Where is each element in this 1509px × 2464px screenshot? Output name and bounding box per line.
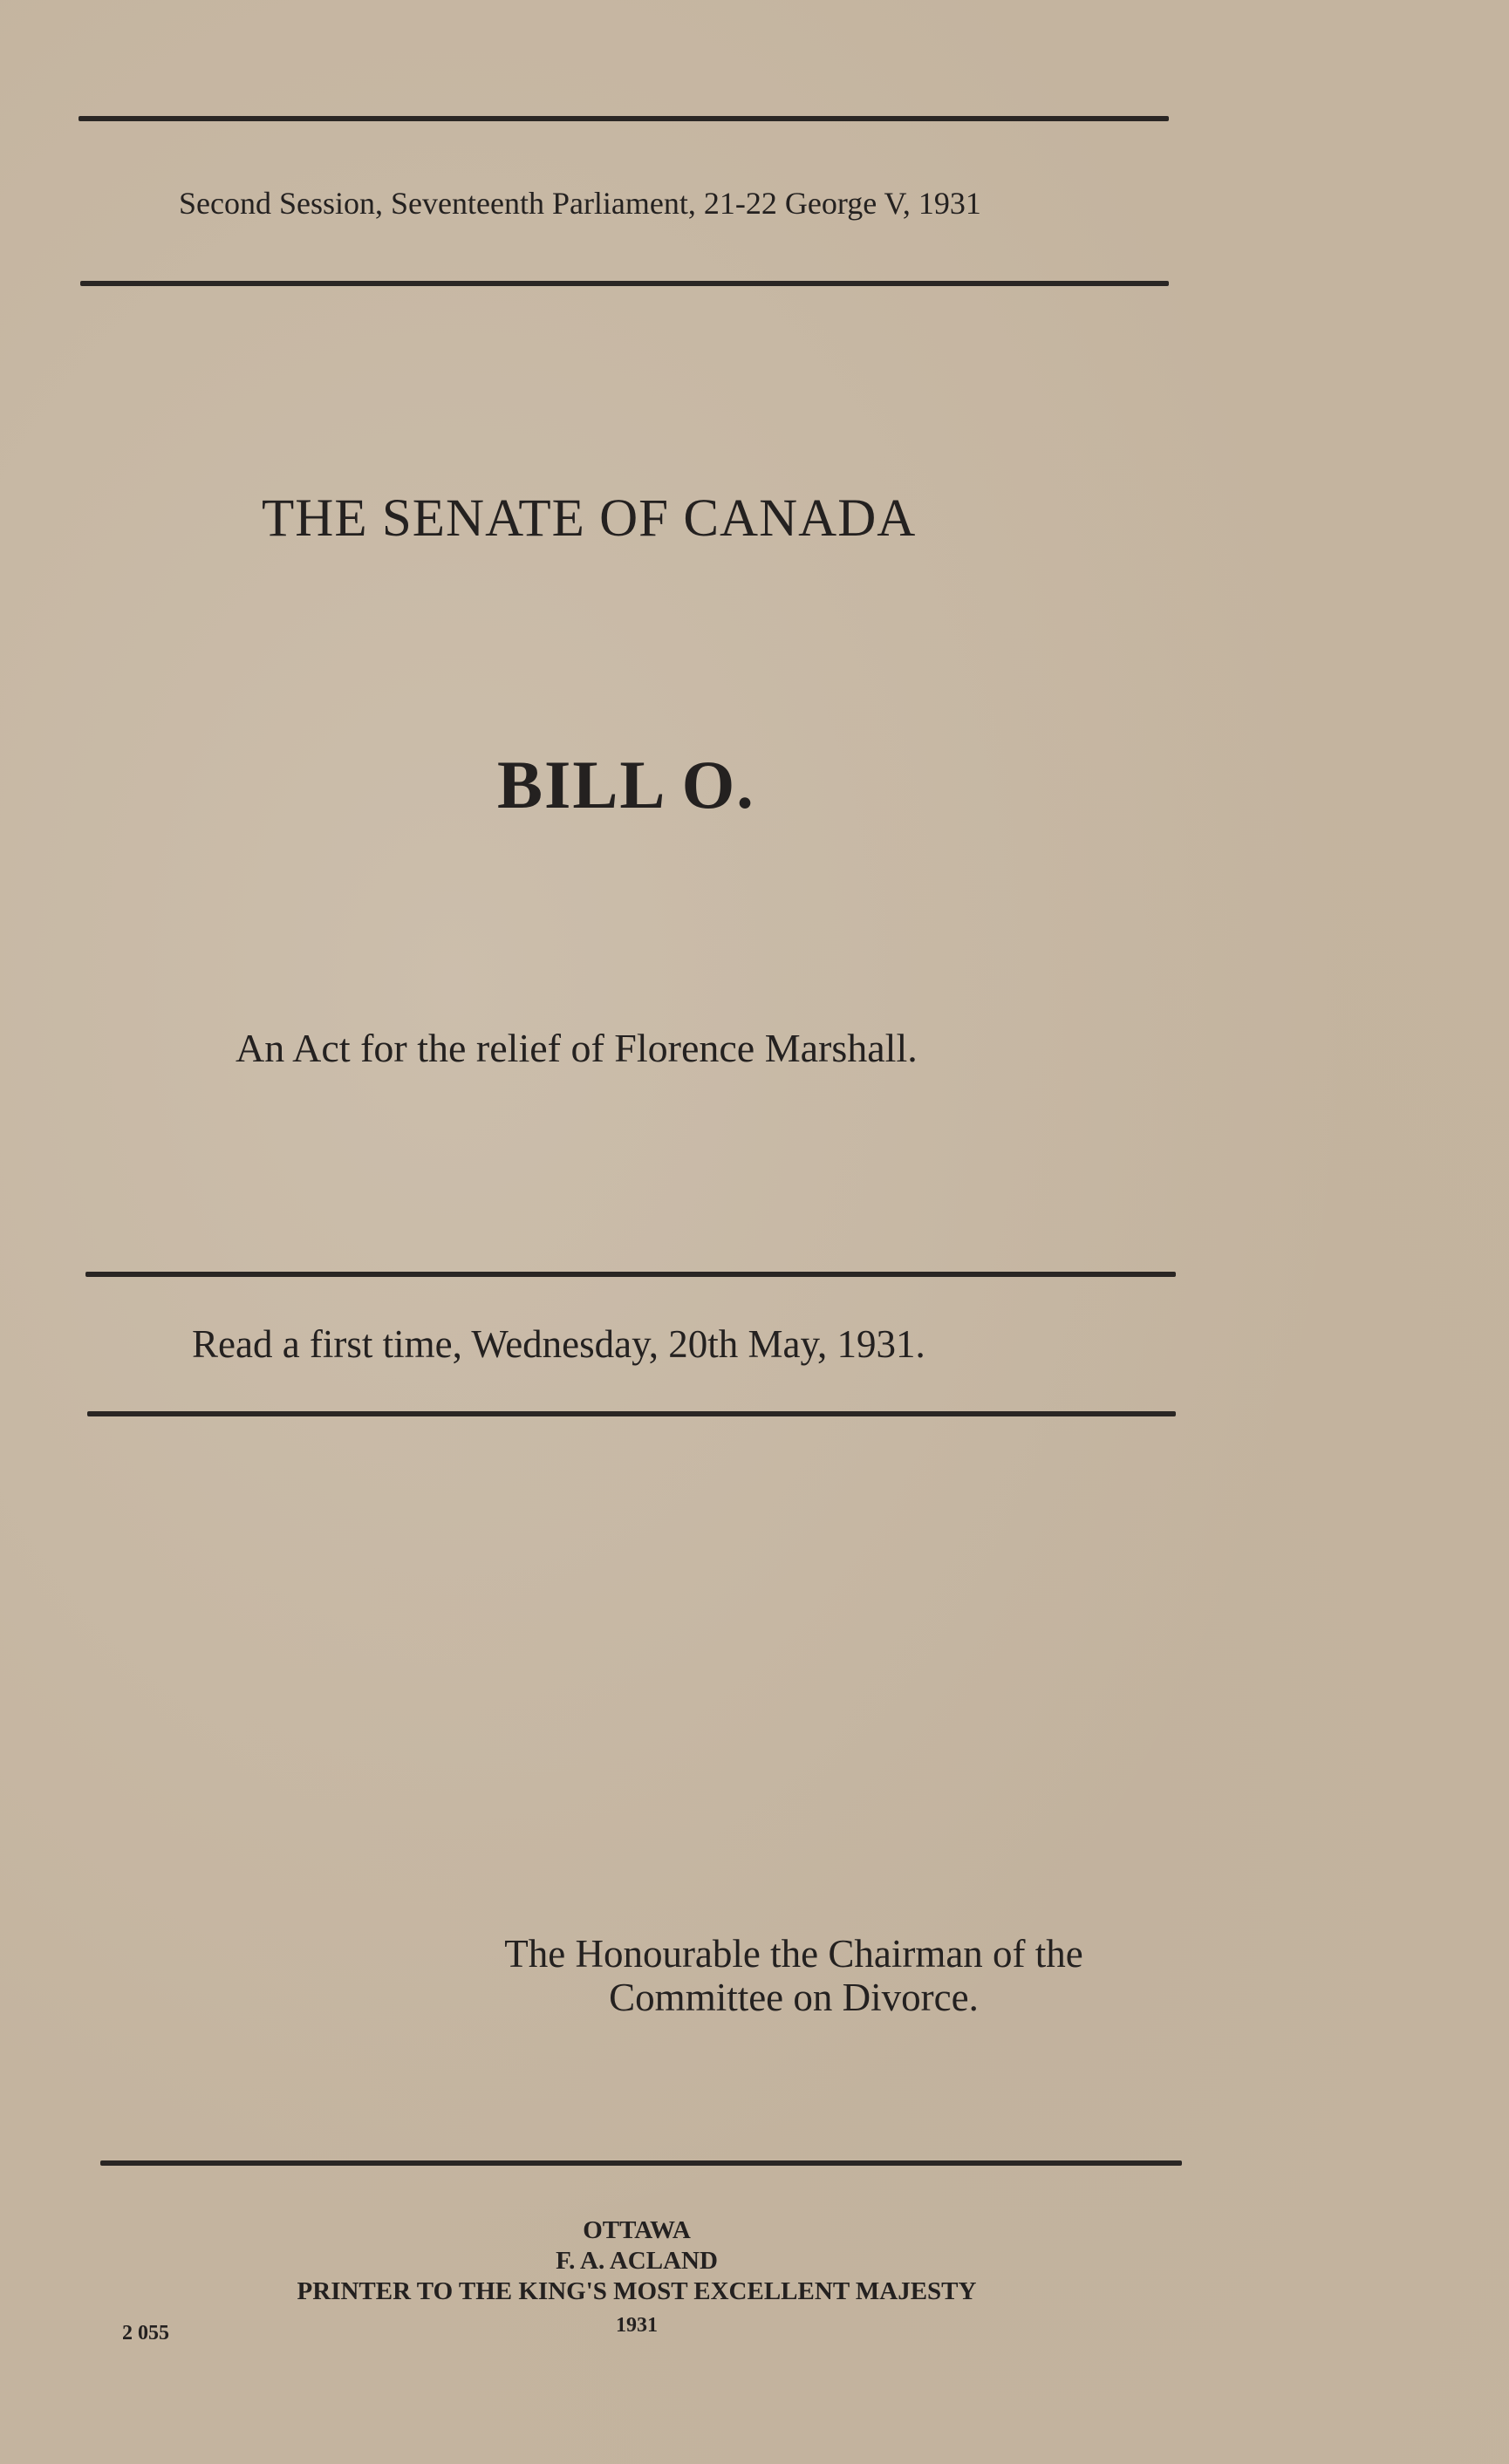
header-bottom-rule: [80, 281, 1169, 286]
imprint-printer: F. A. ACLAND: [556, 2247, 718, 2275]
session-line: Second Session, Seventeenth Parliament, 21-22 George V, 1931: [179, 186, 981, 221]
imprint-year: 1931: [616, 2314, 658, 2337]
sponsor-line-1: The Honourable the Chairman of the: [504, 1932, 1083, 1976]
act-title: An Act for the relief of Florence Marshall.: [236, 1026, 918, 1070]
sponsor-block: [445, 1932, 1143, 2019]
bill-title: BILL O.: [497, 747, 755, 822]
reading-bottom-rule: [87, 1411, 1176, 1416]
top-rule: [79, 116, 1169, 121]
imprint-city: OTTAWA: [583, 2216, 691, 2244]
sponsor-line-2: Committee on Divorce.: [609, 1976, 979, 2019]
imprint-printer-title: PRINTER TO THE KING'S MOST EXCELLENT MAJESTY: [297, 2277, 977, 2305]
imprint-rule: [100, 2160, 1182, 2166]
document-number: 2 055: [122, 2322, 169, 2345]
senate-title: THE SENATE OF CANADA: [262, 489, 917, 548]
reading-top-rule: [85, 1272, 1176, 1277]
imprint-block: [253, 2215, 1021, 2341]
first-reading-line: Read a first time, Wednesday, 20th May, 1931.: [192, 1322, 925, 1366]
